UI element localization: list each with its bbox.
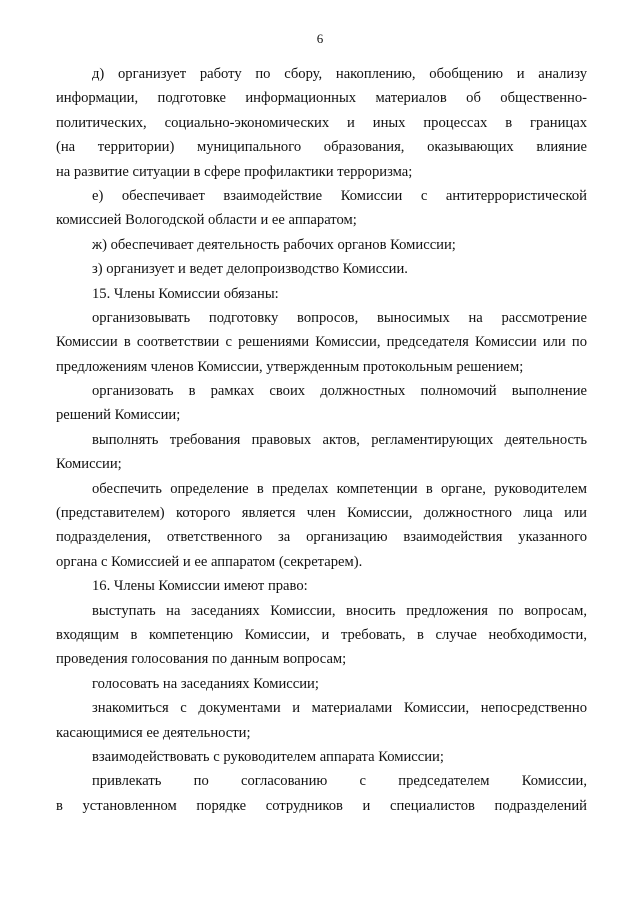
text-line: обеспечить определение в пределах компетенции в органе, руководителем [92,480,587,497]
text-line: выступать на заседаниях Комиссии, вносить предложения по вопросам, [92,602,587,619]
text-line: касающимися ее деятельности; [56,724,251,741]
text-line: Комиссии в соответствии с решениями Комиссии, председателя Комиссии или по [56,334,587,351]
text-line: проведения голосования по данным вопросам; [56,651,347,668]
text-line: решений Комиссии; [56,407,181,424]
page-number: 6 [316,31,324,46]
text-line: информации, подготовке информационных материалов об общественно- [56,90,587,107]
text-line: знакомиться с документами и материалами Комиссии, непосредственно [92,700,587,717]
text-line: Комиссии; [56,456,122,473]
text-line: ж) обеспечивает деятельность рабочих органов Комиссии; [92,236,456,253]
text-line: подразделения, ответственного за организацию взаимодействия указанного [56,529,587,546]
text-line: 15. Члены Комиссии обязаны: [92,285,279,302]
text-line: политических, социально-экономических и иных процессах в границах [56,114,587,131]
text-line: комиссией Вологодской области и ее аппаратом; [56,212,357,229]
text-line: в установленном порядке сотрудников и специалистов подразделений [56,797,587,814]
text-line: организовать в рамках своих должностных полномочий выполнение [92,383,587,400]
text-line: организовывать подготовку вопросов, выносимых на рассмотрение [92,309,587,326]
text-line: привлекать по согласованию с председателем Комиссии, [92,773,587,790]
text-line: з) организует и ведет делопроизводство Комиссии. [92,261,408,278]
text-line: д) организует работу по сбору, накоплению, обобщению и анализу [92,66,587,82]
text-line: входящим в компетенцию Комиссии, и требовать, в случае необходимости, [56,626,587,643]
text-line: органа с Комиссией и ее аппаратом (секретарем). [56,553,363,570]
text-line: (представителем) которого является член Комиссии, должностного лица или [56,505,587,522]
text-line: взаимодействовать с руководителем аппарата Комиссии; [92,748,444,765]
text-line: 16. Члены Комиссии имеют право: [92,578,308,595]
document-body [56,62,587,818]
text-line: (на территории) муниципального образования, оказывающих влияние [56,139,587,156]
text-line: предложениям членов Комиссии, утвержденным протокольным решением; [56,358,524,375]
text-line: выполнять требования правовых актов, регламентирующих деятельность [92,431,587,448]
text-line: е) обеспечивает взаимодействие Комиссии с антитеррористической [92,187,587,204]
text-line: на развитие ситуации в сфере профилактики терроризма; [56,163,413,180]
text-line: голосовать на заседаниях Комиссии; [92,675,319,692]
